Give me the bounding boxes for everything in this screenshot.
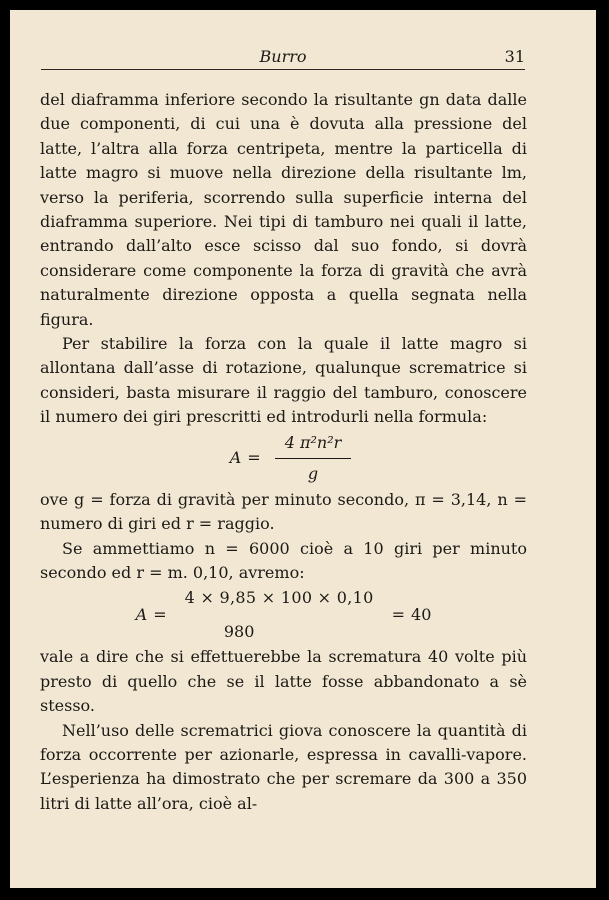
paragraph-2: Per stabilire la forza con la quale il latte magro si allontana dall’asse di rotazione, qualunque scrematrice si consideri, basta misurare il raggio del tamburo, conoscere il numero dei giri prescritti ed introdurli nella formula: [40,334,527,427]
formula2-denominator: 980 [223,622,255,642]
running-title: Burro [259,47,307,66]
page-header [41,41,525,71]
paragraph-3: ove g = forza di gravità per minuto secondo, π = 3,14, n = numero di giri ed r = raggio. [40,489,527,534]
paragraph-5: vale a dire che si effettuerebbe la scrematura 40 volte più presto di quello che se il latte fosse abbandonato a sè stesso. [40,647,527,716]
book-page [10,10,596,888]
formula1-equals: = [247,448,261,468]
formula2-result: 40 [411,605,432,625]
formula2-equals: = [153,605,167,625]
header-rule [41,69,525,70]
formula1-denominator: g [307,464,319,484]
formula2-numerator: 4 × 9,85 × 100 × 0,10 [184,587,374,607]
formula-centrifugal-force [62,430,527,488]
paragraph-6: Nell’uso delle scrematrici giova conoscere la quantità di forza occorrente per azionarle, espressa in cavalli-vapore. L’esperienza ha dimostrato che per scremare da 300 a 350 litri di latte all’ora, cioè al- [40,720,527,813]
paragraph-4: Se ammettiamo n = 6000 cioè a 10 giri per minuto secondo ed r = m. 0,10, avremo: [40,538,527,582]
page-number: 31 [504,47,525,66]
formula2-lhs: A [135,605,148,625]
formula2-fraction [181,586,378,645]
formula-numeric-example [40,585,527,645]
formula1-fraction [275,431,352,487]
formula2-equals-result: = [391,605,406,625]
paragraph-1: del diaframma inferiore secondo la risultante gn data dalle due componenti, di cui una è dovuta alla pressione del latte, l’altra alla forza centripeta, mentre la particella di latte magro si muove nella direzione della risultante lm, verso la periferia, scorrendo sulla superficie interna del diaframma superiore. Nei tipi di tamburo nei quali il latte, entrando dall’alto esce scisso dal suo fondo, si dovrà considerare come componente la forza di gravità che avrà naturalmente direzione opposta a quella segnata nella figura. [40,90,527,329]
body-text [40,88,527,816]
formula1-numerator: 4 π²n²r [275,431,352,459]
formula1-lhs: A [229,448,242,468]
